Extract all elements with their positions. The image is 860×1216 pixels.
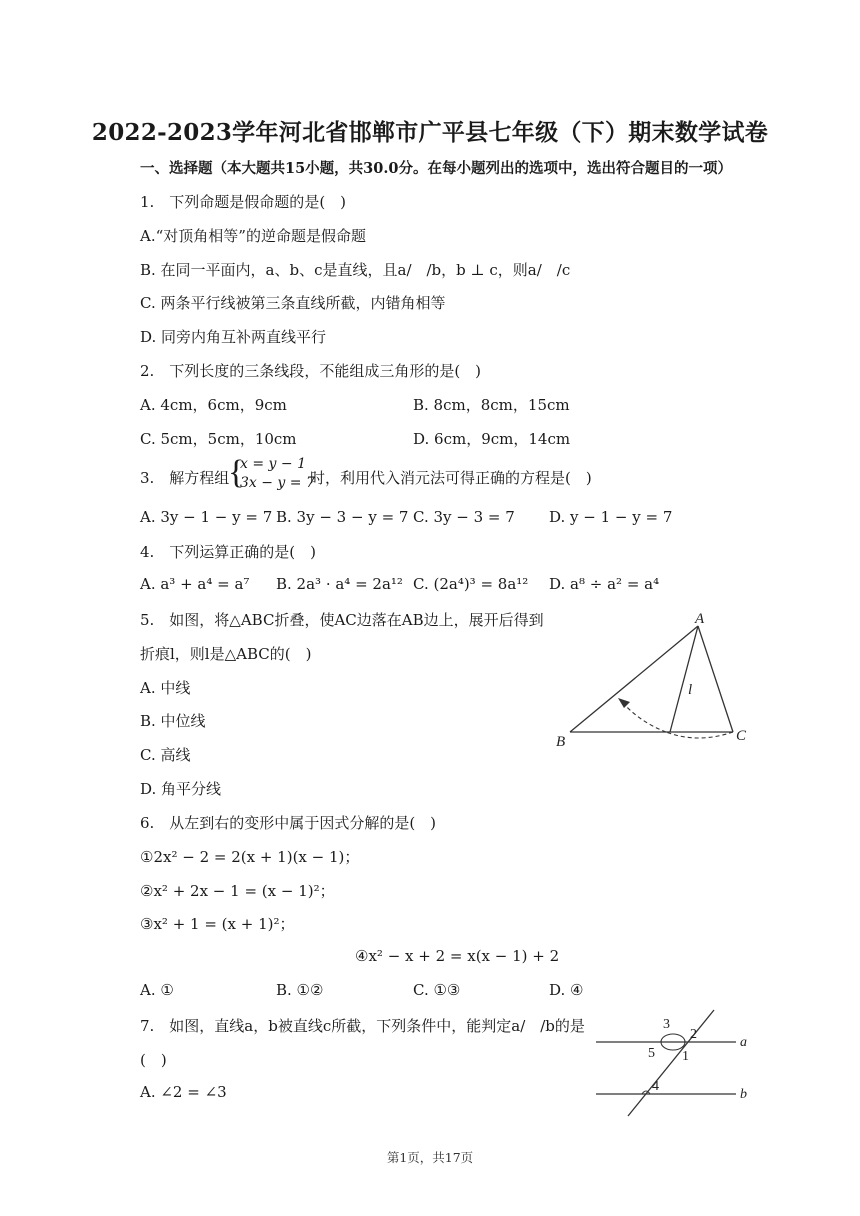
angle-4-label: 4	[652, 1079, 659, 1094]
question-6-stem: 6. 从左到右的变形中属于因式分解的是( )	[140, 814, 437, 832]
question-5-stem-line1: 5. 如图，将△ABC折叠，使AC边落在AB边上，展开后得到	[140, 611, 544, 629]
question-6-option-a: A. ①	[140, 981, 174, 999]
question-4-stem: 4. 下列运算正确的是( )	[140, 543, 317, 561]
question-1-option-d: D. 同旁内角互补两直线平行	[140, 328, 327, 346]
question-4-option-c: C. (2a⁴)³ = 8a¹²	[413, 575, 529, 593]
question-2-option-c: C. 5cm，5cm，10cm	[140, 430, 297, 448]
question-6-item-3: ③x² + 1 = (x + 1)²；	[140, 915, 295, 933]
vertex-c-label: C	[736, 728, 747, 744]
question-4-option-a: A. a³ + a⁴ = a⁷	[140, 575, 250, 593]
question-5-stem-line2: 折痕l，则l是△ABC的( )	[140, 645, 312, 663]
question-3-option-b: B. 3y − 3 − y = 7	[276, 508, 409, 526]
question-6-option-d: D. ④	[549, 981, 584, 999]
question-2-option-a: A. 4cm，6cm，9cm	[140, 396, 287, 414]
angle-3-label: 3	[663, 1017, 670, 1032]
vertex-b-label: B	[556, 734, 566, 750]
question-1-option-c: C. 两条平行线被第三条直线所截，内错角相等	[140, 294, 446, 312]
question-6-option-c: C. ①③	[413, 981, 461, 999]
question-3-stem-suffix: 时，利用代入消元法可得正确的方程是( )	[310, 469, 592, 487]
triangle-fold-figure	[548, 608, 758, 758]
question-2-stem: 2. 下列长度的三条线段，不能组成三角形的是( )	[140, 362, 482, 380]
question-3-stem-prefix: 3. 解方程组	[140, 469, 230, 487]
question-7-stem-line2: ( )	[140, 1051, 167, 1069]
question-5-option-a: A. 中线	[140, 679, 191, 697]
question-5-option-b: B. 中位线	[140, 712, 206, 730]
question-7-option-a: A. ∠2 = ∠3	[140, 1083, 227, 1101]
side-ab	[570, 626, 698, 732]
question-4-option-b: B. 2a³ · a⁴ = 2a¹²	[276, 575, 403, 593]
vertex-a-label: A	[695, 611, 705, 627]
page-footer: 第1页，共17页	[386, 1150, 474, 1165]
page-title: 2022-2023学年河北省邯郸市广平县七年级（下）期末数学试卷	[91, 119, 769, 146]
question-6-item-4: ④x² − x + 2 = x(x − 1) + 2	[355, 947, 560, 965]
question-1-option-b: B. 在同一平面内，a、b、c是直线，且a/ /b，b ⊥ c，则a/ /c	[140, 261, 571, 279]
equation-1: x = y − 1	[240, 456, 306, 472]
question-1-option-a: A.“对顶角相等”的逆命题是假命题	[140, 227, 366, 245]
angle-5-label: 5	[648, 1046, 655, 1061]
fold-arrowhead	[618, 698, 630, 708]
fold-arc-upper	[622, 702, 666, 732]
question-6-item-1: ①2x² − 2 = 2(x + 1)(x − 1)；	[140, 848, 360, 866]
crease-line-l	[670, 626, 698, 732]
parallel-lines-figure	[590, 1008, 760, 1120]
equation-system-brace: {	[228, 454, 245, 491]
question-2-option-d: D. 6cm，9cm，14cm	[413, 430, 571, 448]
question-5-option-c: C. 高线	[140, 746, 191, 764]
question-7-stem-line1: 7. 如图，直线a，b被直线c所截，下列条件中，能判定a/ /b的是	[140, 1017, 585, 1035]
side-ac	[698, 626, 733, 732]
line-b-label: b	[740, 1087, 747, 1102]
section-heading: 一、选择题（本大题共15小题，共30.0分。在每小题列出的选项中，选出符合题目的一项）	[140, 160, 732, 177]
equation-2: 3x − y = 7	[240, 475, 315, 491]
transversal-c	[628, 1010, 714, 1116]
question-4-option-d: D. a⁸ ÷ a² = a⁴	[549, 575, 660, 593]
angle-1-label: 1	[682, 1049, 689, 1064]
question-3-option-a: A. 3y − 1 − y = 7	[140, 508, 273, 526]
question-2-option-b: B. 8cm，8cm，15cm	[413, 396, 570, 414]
question-1-stem: 1. 下列命题是假命题的是( )	[140, 193, 347, 211]
question-3-option-c: C. 3y − 3 = 7	[413, 508, 515, 526]
fold-arc-lower	[666, 732, 733, 738]
question-6-option-b: B. ①②	[276, 981, 324, 999]
question-6-item-2: ②x² + 2x − 1 = (x − 1)²；	[140, 882, 335, 900]
crease-label-l: l	[688, 682, 693, 698]
question-5-option-d: D. 角平分线	[140, 780, 222, 798]
line-a-label: a	[740, 1035, 747, 1050]
angle-2-label: 2	[690, 1027, 697, 1042]
question-3-option-d: D. y − 1 − y = 7	[549, 508, 673, 526]
